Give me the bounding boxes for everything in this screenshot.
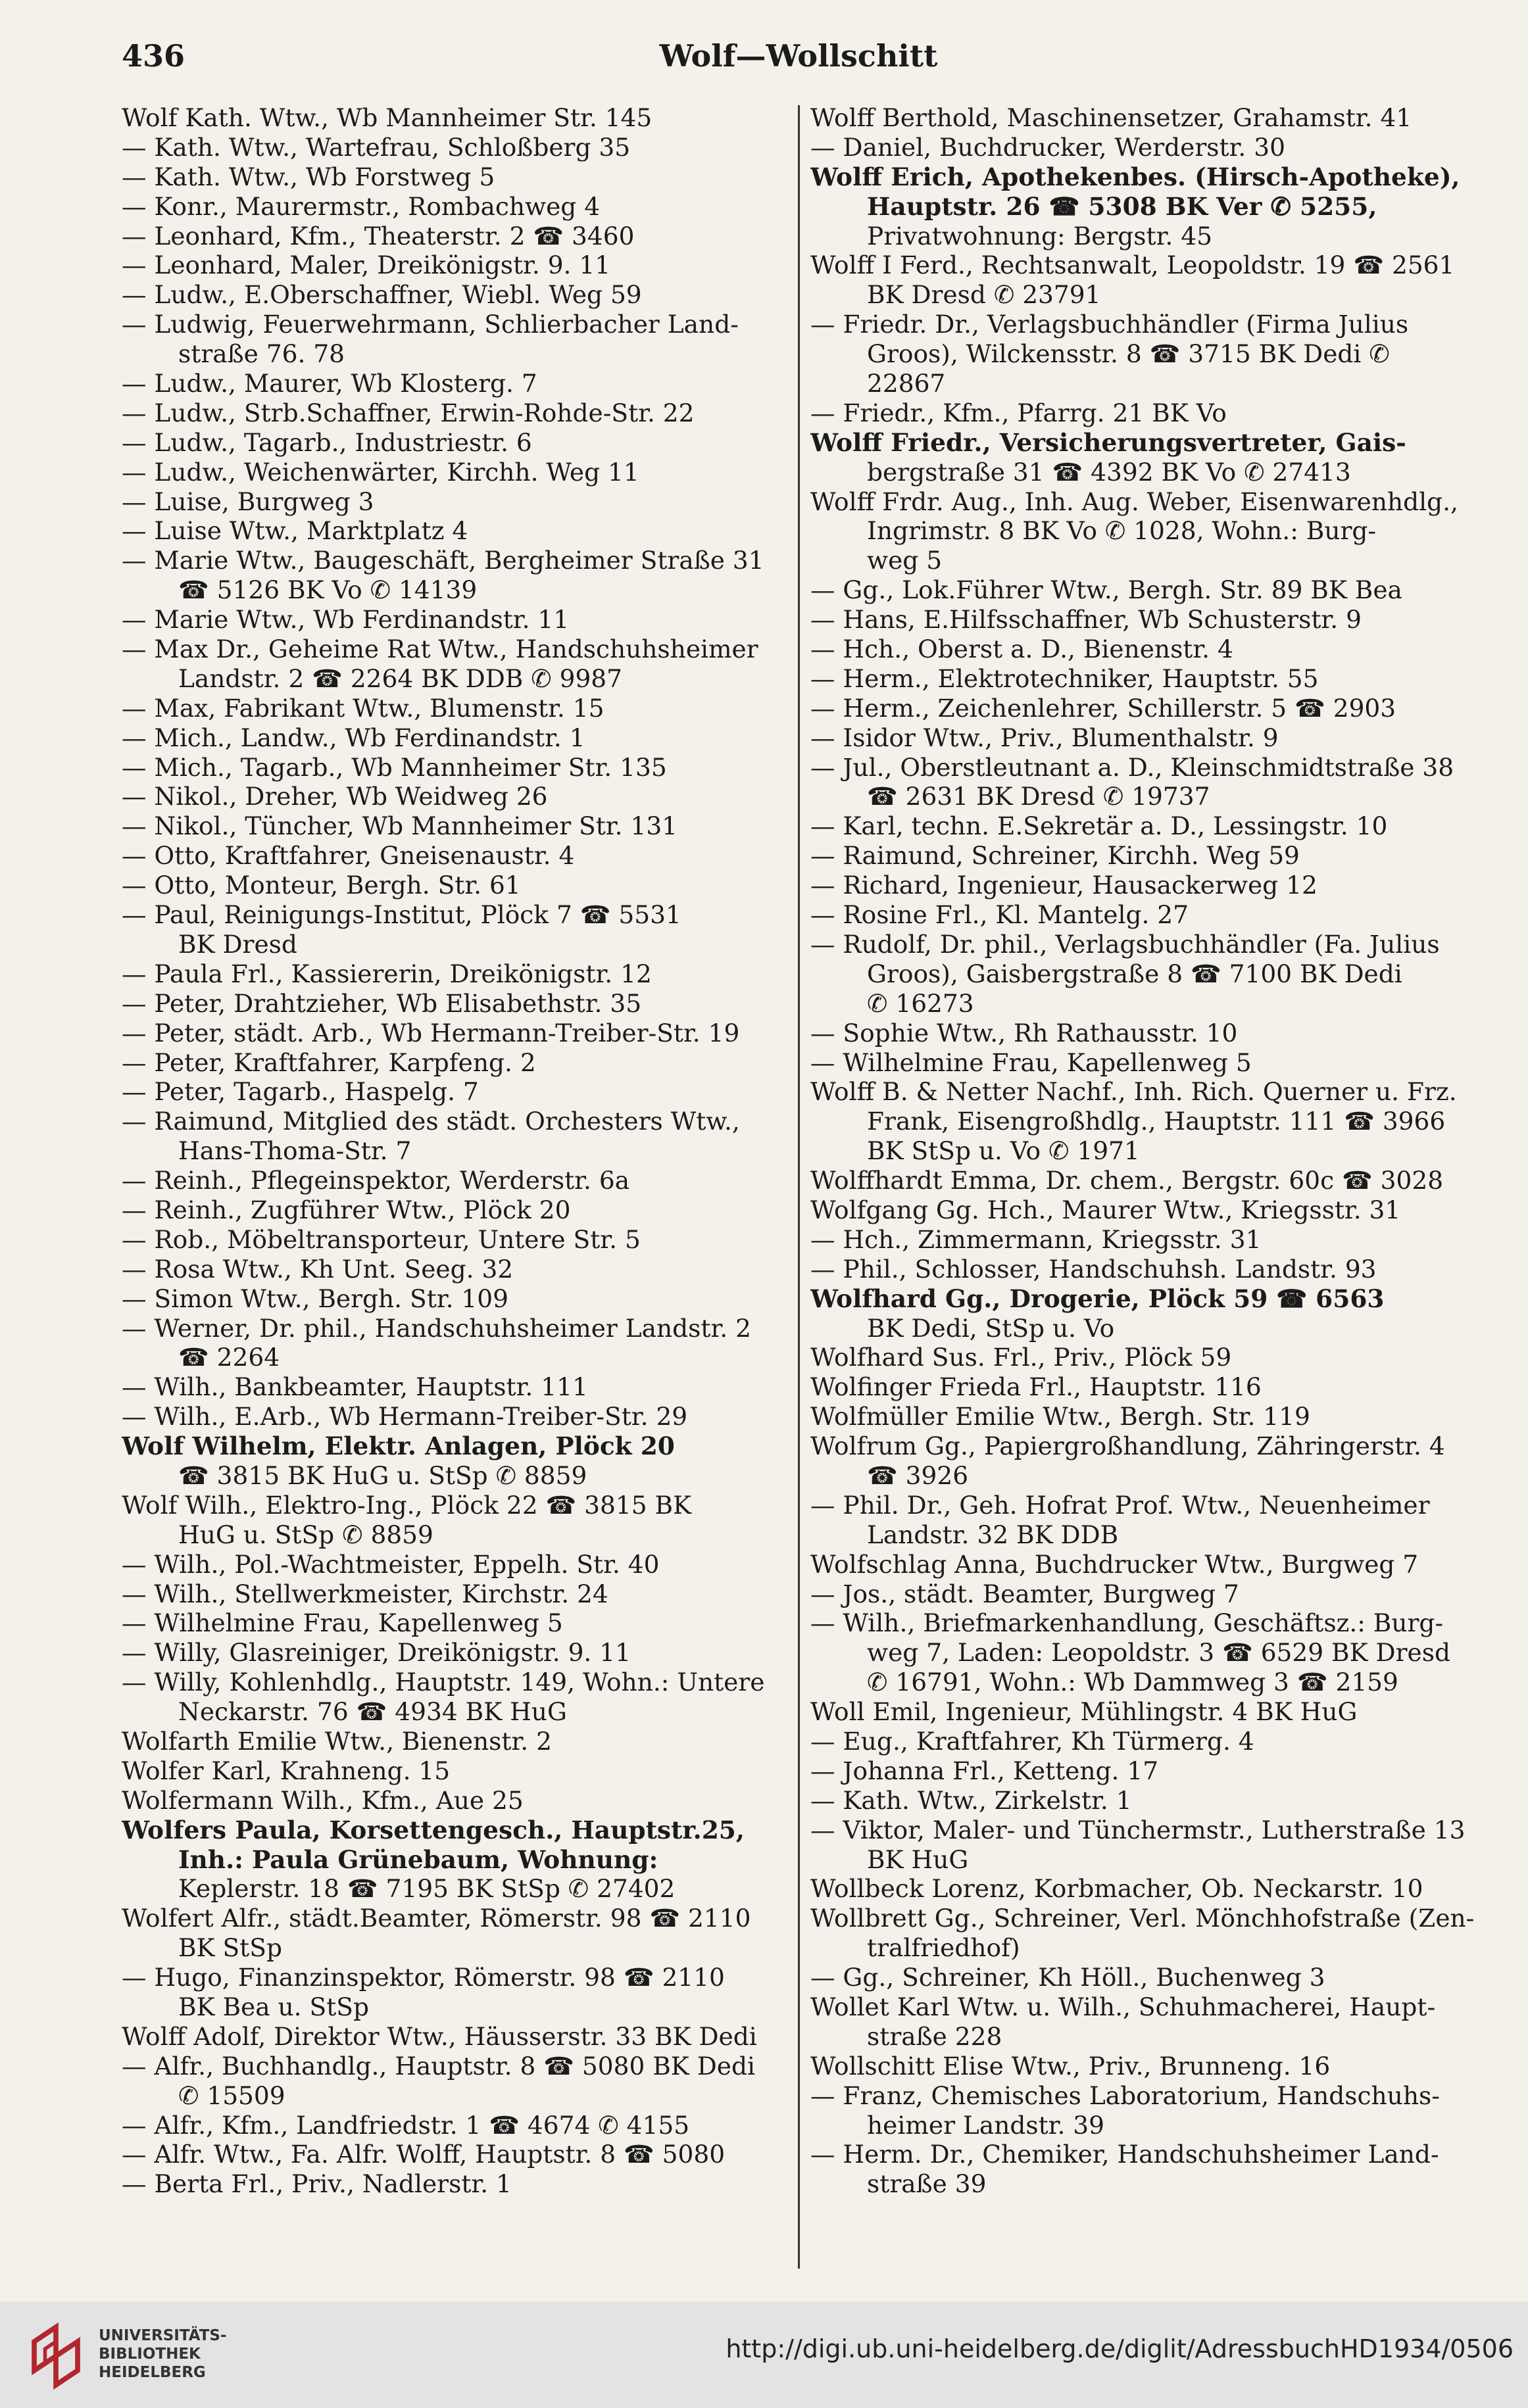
directory-entry-line: Wolfers Paula, Korsettengesch., Hauptstr.25, (122, 1815, 745, 1844)
directory-entry-line: — Reinh., Zugführer Wtw., Plöck 20 (122, 1195, 571, 1224)
directory-entry-line: — Wilh., Stellwerkmeister, Kirchstr. 24 (122, 1579, 608, 1608)
directory-entry-line: — Peter, Drahtzieher, Wb Elisabethstr. 35 (122, 988, 642, 1018)
directory-entry-line: — Karl, techn. E.Sekretär a. D., Lessingstr. 10 (810, 811, 1388, 841)
directory-entry-line: ☎ 5126 BK Vo ✆ 14139 (178, 575, 478, 605)
directory-entry-line: Wolfhard Gg., Drogerie, Plöck 59 ☎ 6563 (810, 1284, 1385, 1313)
directory-entry-line: — Daniel, Buchdrucker, Werderstr. 30 (810, 132, 1285, 162)
directory-entry-line: 22867 (867, 369, 946, 398)
directory-entry-line: ✆ 16273 (867, 988, 974, 1018)
directory-entry-line: — Wilh., Pol.-Wachtmeister, Eppelh. Str. 40 (122, 1549, 660, 1579)
directory-entry-line: Frank, Eisengroßhdlg., Hauptstr. 111 ☎ 3966 (867, 1107, 1446, 1136)
directory-entry-line: Wolff I Ferd., Rechtsanwalt, Leopoldstr. 19 ☎ 2561 (810, 251, 1455, 280)
directory-entry-line: Privatwohnung: Bergstr. 45 (867, 221, 1212, 251)
directory-entry-line: ✆ 15509 (178, 2081, 285, 2110)
directory-entry-line: — Herm., Elektrotechniker, Hauptstr. 55 (810, 663, 1319, 693)
directory-entry-line: BK StSp u. Vo ✆ 1971 (867, 1136, 1140, 1166)
column-divider (798, 105, 800, 2269)
directory-entry-line: — Luise, Burgweg 3 (122, 487, 374, 516)
directory-entry-line: Wollbeck Lorenz, Korbmacher, Ob. Neckarstr. 10 (810, 1874, 1423, 1904)
directory-entry-line: — Rudolf, Dr. phil., Verlagsbuchhändler (Fa. Julius (810, 929, 1440, 959)
directory-entry-line: — Herm. Dr., Chemiker, Handschuhsheimer Land- (810, 2140, 1439, 2169)
directory-entry-line: — Wilh., Briefmarkenhandlung, Geschäftsz.: Burg- (810, 1608, 1444, 1638)
directory-entry-line: BK StSp (178, 1933, 282, 1963)
directory-entry-line: ☎ 3926 (867, 1460, 969, 1490)
directory-entry-line: BK Bea u. StSp (178, 1992, 369, 2021)
directory-entry-line: — Willy, Glasreiniger, Dreikönigstr. 9. 11 (122, 1638, 631, 1668)
directory-entry-line: Wollschitt Elise Wtw., Priv., Brunneng. 16 (810, 2051, 1331, 2081)
directory-entry-line: — Max Dr., Geheime Rat Wtw., Handschuhsheimer (122, 635, 758, 664)
directory-entry-line: — Wilh., E.Arb., Wb Hermann-Treiber-Str. 29 (122, 1402, 688, 1432)
directory-entry-line: Wolff Berthold, Maschinensetzer, Grahamstr. 41 (810, 103, 1412, 132)
directory-entry-line: Wolfrum Gg., Papiergroßhandlung, Zähringerstr. 4 (810, 1432, 1445, 1461)
directory-entry-line: — Rosine Frl., Kl. Mantelg. 27 (810, 900, 1189, 930)
directory-entry-line: — Mich., Tagarb., Wb Mannheimer Str. 135 (122, 752, 667, 782)
directory-entry-line: ☎ 2631 BK Dresd ✆ 19737 (867, 782, 1210, 811)
directory-entry-line: Inh.: Paula Grünebaum, Wohnung: (178, 1844, 658, 1874)
directory-entry-line: Wollet Karl Wtw. u. Wilh., Schuhmacherei, Haupt- (810, 1992, 1436, 2021)
directory-entry-line: BK Dedi, StSp u. Vo (867, 1313, 1115, 1343)
directory-entry-line: — Peter, Kraftfahrer, Karpfeng. 2 (122, 1047, 536, 1077)
directory-entry-line: ☎ 2264 (178, 1343, 280, 1372)
directory-entry-line: weg 7, Laden: Leopoldstr. 3 ☎ 6529 BK Dresd (867, 1638, 1450, 1668)
directory-entry-line: Hans-Thoma-Str. 7 (178, 1136, 412, 1166)
directory-entry-line: — Paul, Reinigungs-Institut, Plöck 7 ☎ 5531 (122, 900, 681, 930)
directory-entry-line: Landstr. 32 BK DDB (867, 1520, 1119, 1549)
directory-entry-line: Wolff Erich, Apothekenbes. (Hirsch-Apotheke), (810, 162, 1460, 191)
directory-entry-line: Wolff B. & Netter Nachf., Inh. Rich. Querner u. Frz. (810, 1077, 1457, 1107)
directory-entry-line: — Phil., Schlosser, Handschuhsh. Landstr. 93 (810, 1254, 1377, 1284)
directory-entry-line: — Max, Fabrikant Wtw., Blumenstr. 15 (122, 693, 604, 723)
directory-entry-line: — Ludw., Strb.Schaffner, Erwin-Rohde-Str. 22 (122, 398, 695, 427)
directory-entry-line: — Wilhelmine Frau, Kapellenweg 5 (122, 1608, 563, 1638)
directory-entry-line: — Otto, Kraftfahrer, Gneisenaustr. 4 (122, 841, 575, 871)
directory-entry-line: Wolfarth Emilie Wtw., Bienenstr. 2 (122, 1726, 552, 1756)
directory-entry-line: Wolff Frdr. Aug., Inh. Aug. Weber, Eisenwarenhdlg., (810, 487, 1458, 516)
directory-entry-line: Wolf Kath. Wtw., Wb Mannheimer Str. 145 (122, 103, 653, 132)
directory-entry-line: Woll Emil, Ingenieur, Mühlingstr. 4 BK HuG (810, 1697, 1358, 1727)
directory-entry-line: — Nikol., Dreher, Wb Weidweg 26 (122, 782, 548, 811)
page-number: 436 (122, 38, 185, 74)
directory-entry-line: Wolf Wilhelm, Elektr. Anlagen, Plöck 20 (122, 1432, 675, 1461)
right-column (810, 103, 1476, 2267)
directory-entry-line: Neckarstr. 76 ☎ 4934 BK HuG (178, 1697, 567, 1727)
directory-entry-line: HuG u. StSp ✆ 8859 (178, 1520, 433, 1549)
directory-entry-line: — Ludw., Tagarb., Industriestr. 6 (122, 427, 532, 457)
directory-entry-line: — Hans, E.Hilfsschaffner, Wb Schusterstr. 9 (810, 605, 1362, 635)
directory-entry-line: straße 228 (867, 2021, 1002, 2051)
directory-entry-line: — Nikol., Tüncher, Wb Mannheimer Str. 131 (122, 811, 678, 841)
directory-entry-line: — Phil. Dr., Geh. Hofrat Prof. Wtw., Neuenheimer (810, 1490, 1430, 1520)
directory-entry-line: heimer Landstr. 39 (867, 2110, 1105, 2140)
directory-entry-line: — Wilhelmine Frau, Kapellenweg 5 (810, 1047, 1252, 1077)
directory-entry-line: Wolf Wilh., Elektro-Ing., Plöck 22 ☎ 3815 BK (122, 1490, 692, 1520)
directory-entry-line: — Kath. Wtw., Zirkelstr. 1 (810, 1785, 1132, 1815)
directory-entry-line: — Marie Wtw., Baugeschäft, Bergheimer Straße 31 (122, 546, 764, 575)
directory-entry-line: — Rosa Wtw., Kh Unt. Seeg. 32 (122, 1254, 514, 1284)
directory-entry-line: — Franz, Chemisches Laboratorium, Handschuhs- (810, 2081, 1440, 2110)
library-name-line: UNIVERSITÄTS- (99, 2327, 227, 2344)
directory-entry-line: — Alfr. Wtw., Fa. Alfr. Wolff, Hauptstr. 8 ☎ 5080 (122, 2140, 726, 2169)
directory-entry-line: — Isidor Wtw., Priv., Blumenthalstr. 9 (810, 723, 1279, 752)
directory-entry-line: — Ludw., E.Oberschaffner, Wiebl. Weg 59 (122, 280, 642, 310)
directory-entry-line: — Jul., Oberstleutnant a. D., Kleinschmidtstraße 38 (810, 752, 1454, 782)
directory-entry-line: Keplerstr. 18 ☎ 7195 BK StSp ✆ 27402 (178, 1874, 676, 1904)
directory-entry-line: Wolfer Karl, Krahneng. 15 (122, 1756, 451, 1785)
directory-entry-line: — Alfr., Buchhandlg., Hauptstr. 8 ☎ 5080 BK Dedi (122, 2051, 755, 2081)
directory-entry-line: — Rob., Möbeltransporteur, Untere Str. 5 (122, 1224, 641, 1254)
directory-entry-line: — Berta Frl., Priv., Nadlerstr. 1 (122, 2169, 512, 2199)
directory-entry-line: straße 39 (867, 2169, 987, 2199)
directory-entry-line: — Gg., Schreiner, Kh Höll., Buchenweg 3 (810, 1963, 1325, 1992)
directory-entry-line: — Otto, Monteur, Bergh. Str. 61 (122, 871, 521, 900)
directory-entry-line: bergstraße 31 ☎ 4392 BK Vo ✆ 27413 (867, 457, 1351, 487)
directory-entry-line: Landstr. 2 ☎ 2264 BK DDB ✆ 9987 (178, 663, 623, 693)
directory-entry-line: — Willy, Kohlenhdlg., Hauptstr. 149, Wohn.: Untere (122, 1668, 765, 1697)
directory-entry-line: — Reinh., Pflegeinspektor, Werderstr. 6a (122, 1166, 630, 1195)
directory-entry-line: — Raimund, Mitglied des städt. Orchesters Wtw., (122, 1107, 740, 1136)
directory-entry-line: — Simon Wtw., Bergh. Str. 109 (122, 1284, 508, 1313)
library-name (99, 2326, 227, 2382)
directory-entry-line: Wolfmüller Emilie Wtw., Bergh. Str. 119 (810, 1402, 1310, 1432)
directory-entry-line: — Richard, Ingenieur, Hausackerweg 12 (810, 871, 1318, 900)
directory-entry-line: — Paula Frl., Kassiererin, Dreikönigstr. 12 (122, 959, 652, 988)
directory-entry-line: tralfriedhof) (867, 1933, 1020, 1963)
library-logo-icon (20, 2320, 92, 2392)
directory-entry-line: Hauptstr. 26 ☎ 5308 BK Ver ✆ 5255, (867, 191, 1377, 221)
directory-entry-line: — Ludw., Maurer, Wb Klosterg. 7 (122, 369, 537, 398)
directory-entry-line: Wolfschlag Anna, Buchdrucker Wtw., Burgweg 7 (810, 1549, 1419, 1579)
directory-entry-line: Wolfinger Frieda Frl., Hauptstr. 116 (810, 1372, 1262, 1402)
directory-entry-line: BK HuG (867, 1844, 969, 1874)
directory-entry-line: — Leonhard, Maler, Dreikönigstr. 9. 11 (122, 251, 611, 280)
directory-entry-line: — Luise Wtw., Marktplatz 4 (122, 516, 468, 546)
directory-entry-line: — Gg., Lok.Führer Wtw., Bergh. Str. 89 BK Bea (810, 575, 1402, 605)
directory-entry-line: Wolff Adolf, Direktor Wtw., Häusserstr. 33 BK Dedi (122, 2021, 757, 2051)
directory-entry-line: — Konr., Maurermstr., Rombachweg 4 (122, 191, 601, 221)
directory-entry-line: ☎ 3815 BK HuG u. StSp ✆ 8859 (178, 1460, 587, 1490)
directory-entry-line: — Raimund, Schreiner, Kirchh. Weg 59 (810, 841, 1300, 871)
directory-entry-line: BK Dresd ✆ 23791 (867, 280, 1101, 310)
directory-entry-line: — Herm., Zeichenlehrer, Schillerstr. 5 ☎ 2903 (810, 693, 1396, 723)
directory-entry-line: Ingrimstr. 8 BK Vo ✆ 1028, Wohn.: Burg- (867, 516, 1377, 546)
page-header (122, 38, 1475, 84)
directory-entry-line: — Peter, Tagarb., Haspelg. 7 (122, 1077, 479, 1107)
directory-entry-line: — Ludw., Weichenwärter, Kirchh. Weg 11 (122, 457, 639, 487)
directory-entry-line: — Sophie Wtw., Rh Rathausstr. 10 (810, 1018, 1238, 1047)
source-url-link[interactable]: http://digi.ub.uni-heidelberg.de/diglit/AdressbuchHD1934/0506 (726, 2334, 1514, 2363)
directory-entry-line: Groos), Gaisbergstraße 8 ☎ 7100 BK Dedi (867, 959, 1402, 988)
directory-entry-line: straße 76. 78 (178, 339, 345, 369)
page-title: Wolf—Wollschitt (659, 38, 938, 74)
directory-entry-line: weg 5 (867, 546, 943, 575)
directory-entry-line: Groos), Wilckensstr. 8 ☎ 3715 BK Dedi ✆ (867, 339, 1390, 369)
directory-entry-line: — Hugo, Finanzinspektor, Römerstr. 98 ☎ 2110 (122, 1963, 725, 1992)
library-name-line: HEIDELBERG (99, 2364, 206, 2381)
directory-entry-line: Wolfhard Sus. Frl., Priv., Plöck 59 (810, 1343, 1232, 1372)
directory-entry-line: — Peter, städt. Arb., Wb Hermann-Treiber-Str. 19 (122, 1018, 740, 1047)
directory-entry-line: — Werner, Dr. phil., Handschuhsheimer Landstr. 2 (122, 1313, 751, 1343)
directory-entry-line: — Hch., Oberst a. D., Bienenstr. 4 (810, 635, 1233, 664)
directory-entry-line: Wolff Friedr., Versicherungsvertreter, Gais- (810, 427, 1406, 457)
directory-entry-line: Wollbrett Gg., Schreiner, Verl. Mönchhofstraße (Zen- (810, 1904, 1475, 1933)
directory-entry-line: — Eug., Kraftfahrer, Kh Türmerg. 4 (810, 1726, 1254, 1756)
library-name-line: BIBLIOTHEK (99, 2346, 201, 2363)
directory-entry-line: Wolfert Alfr., städt.Beamter, Römerstr. 98 ☎ 2110 (122, 1904, 751, 1933)
left-column (122, 103, 786, 2267)
directory-entry-line: — Kath. Wtw., Wartefrau, Schloßberg 35 (122, 132, 631, 162)
directory-entry-line: — Hch., Zimmermann, Kriegsstr. 31 (810, 1224, 1262, 1254)
directory-entry-line: — Friedr., Kfm., Pfarrg. 21 BK Vo (810, 398, 1227, 427)
directory-entry-line: — Wilh., Bankbeamter, Hauptstr. 111 (122, 1372, 588, 1402)
directory-entry-line: ✆ 16791, Wohn.: Wb Dammweg 3 ☎ 2159 (867, 1668, 1398, 1697)
directory-entry-line: — Kath. Wtw., Wb Forstweg 5 (122, 162, 495, 191)
directory-entry-line: — Marie Wtw., Wb Ferdinandstr. 11 (122, 605, 570, 635)
directory-entry-line: — Alfr., Kfm., Landfriedstr. 1 ☎ 4674 ✆ 4155 (122, 2110, 690, 2140)
directory-entry-line: Wolfgang Gg. Hch., Maurer Wtw., Kriegsstr. 31 (810, 1195, 1401, 1224)
footer-bar (0, 2301, 1528, 2408)
directory-entry-line: — Ludwig, Feuerwehrmann, Schlierbacher Land- (122, 310, 739, 339)
directory-entry-line: — Johanna Frl., Ketteng. 17 (810, 1756, 1159, 1785)
directory-entry-line: — Friedr. Dr., Verlagsbuchhändler (Firma Julius (810, 310, 1409, 339)
directory-entry-line: Wolfermann Wilh., Kfm., Aue 25 (122, 1785, 524, 1815)
directory-entry-line: — Viktor, Maler- und Tünchermstr., Lutherstraße 13 (810, 1815, 1466, 1844)
directory-entry-line: BK Dresd (178, 929, 297, 959)
directory-entry-line: — Mich., Landw., Wb Ferdinandstr. 1 (122, 723, 585, 752)
directory-entry-line: — Jos., städt. Beamter, Burgweg 7 (810, 1579, 1239, 1608)
directory-entry-line: — Leonhard, Kfm., Theaterstr. 2 ☎ 3460 (122, 221, 635, 251)
directory-entry-line: Wolffhardt Emma, Dr. chem., Bergstr. 60c ☎ 3028 (810, 1166, 1444, 1195)
